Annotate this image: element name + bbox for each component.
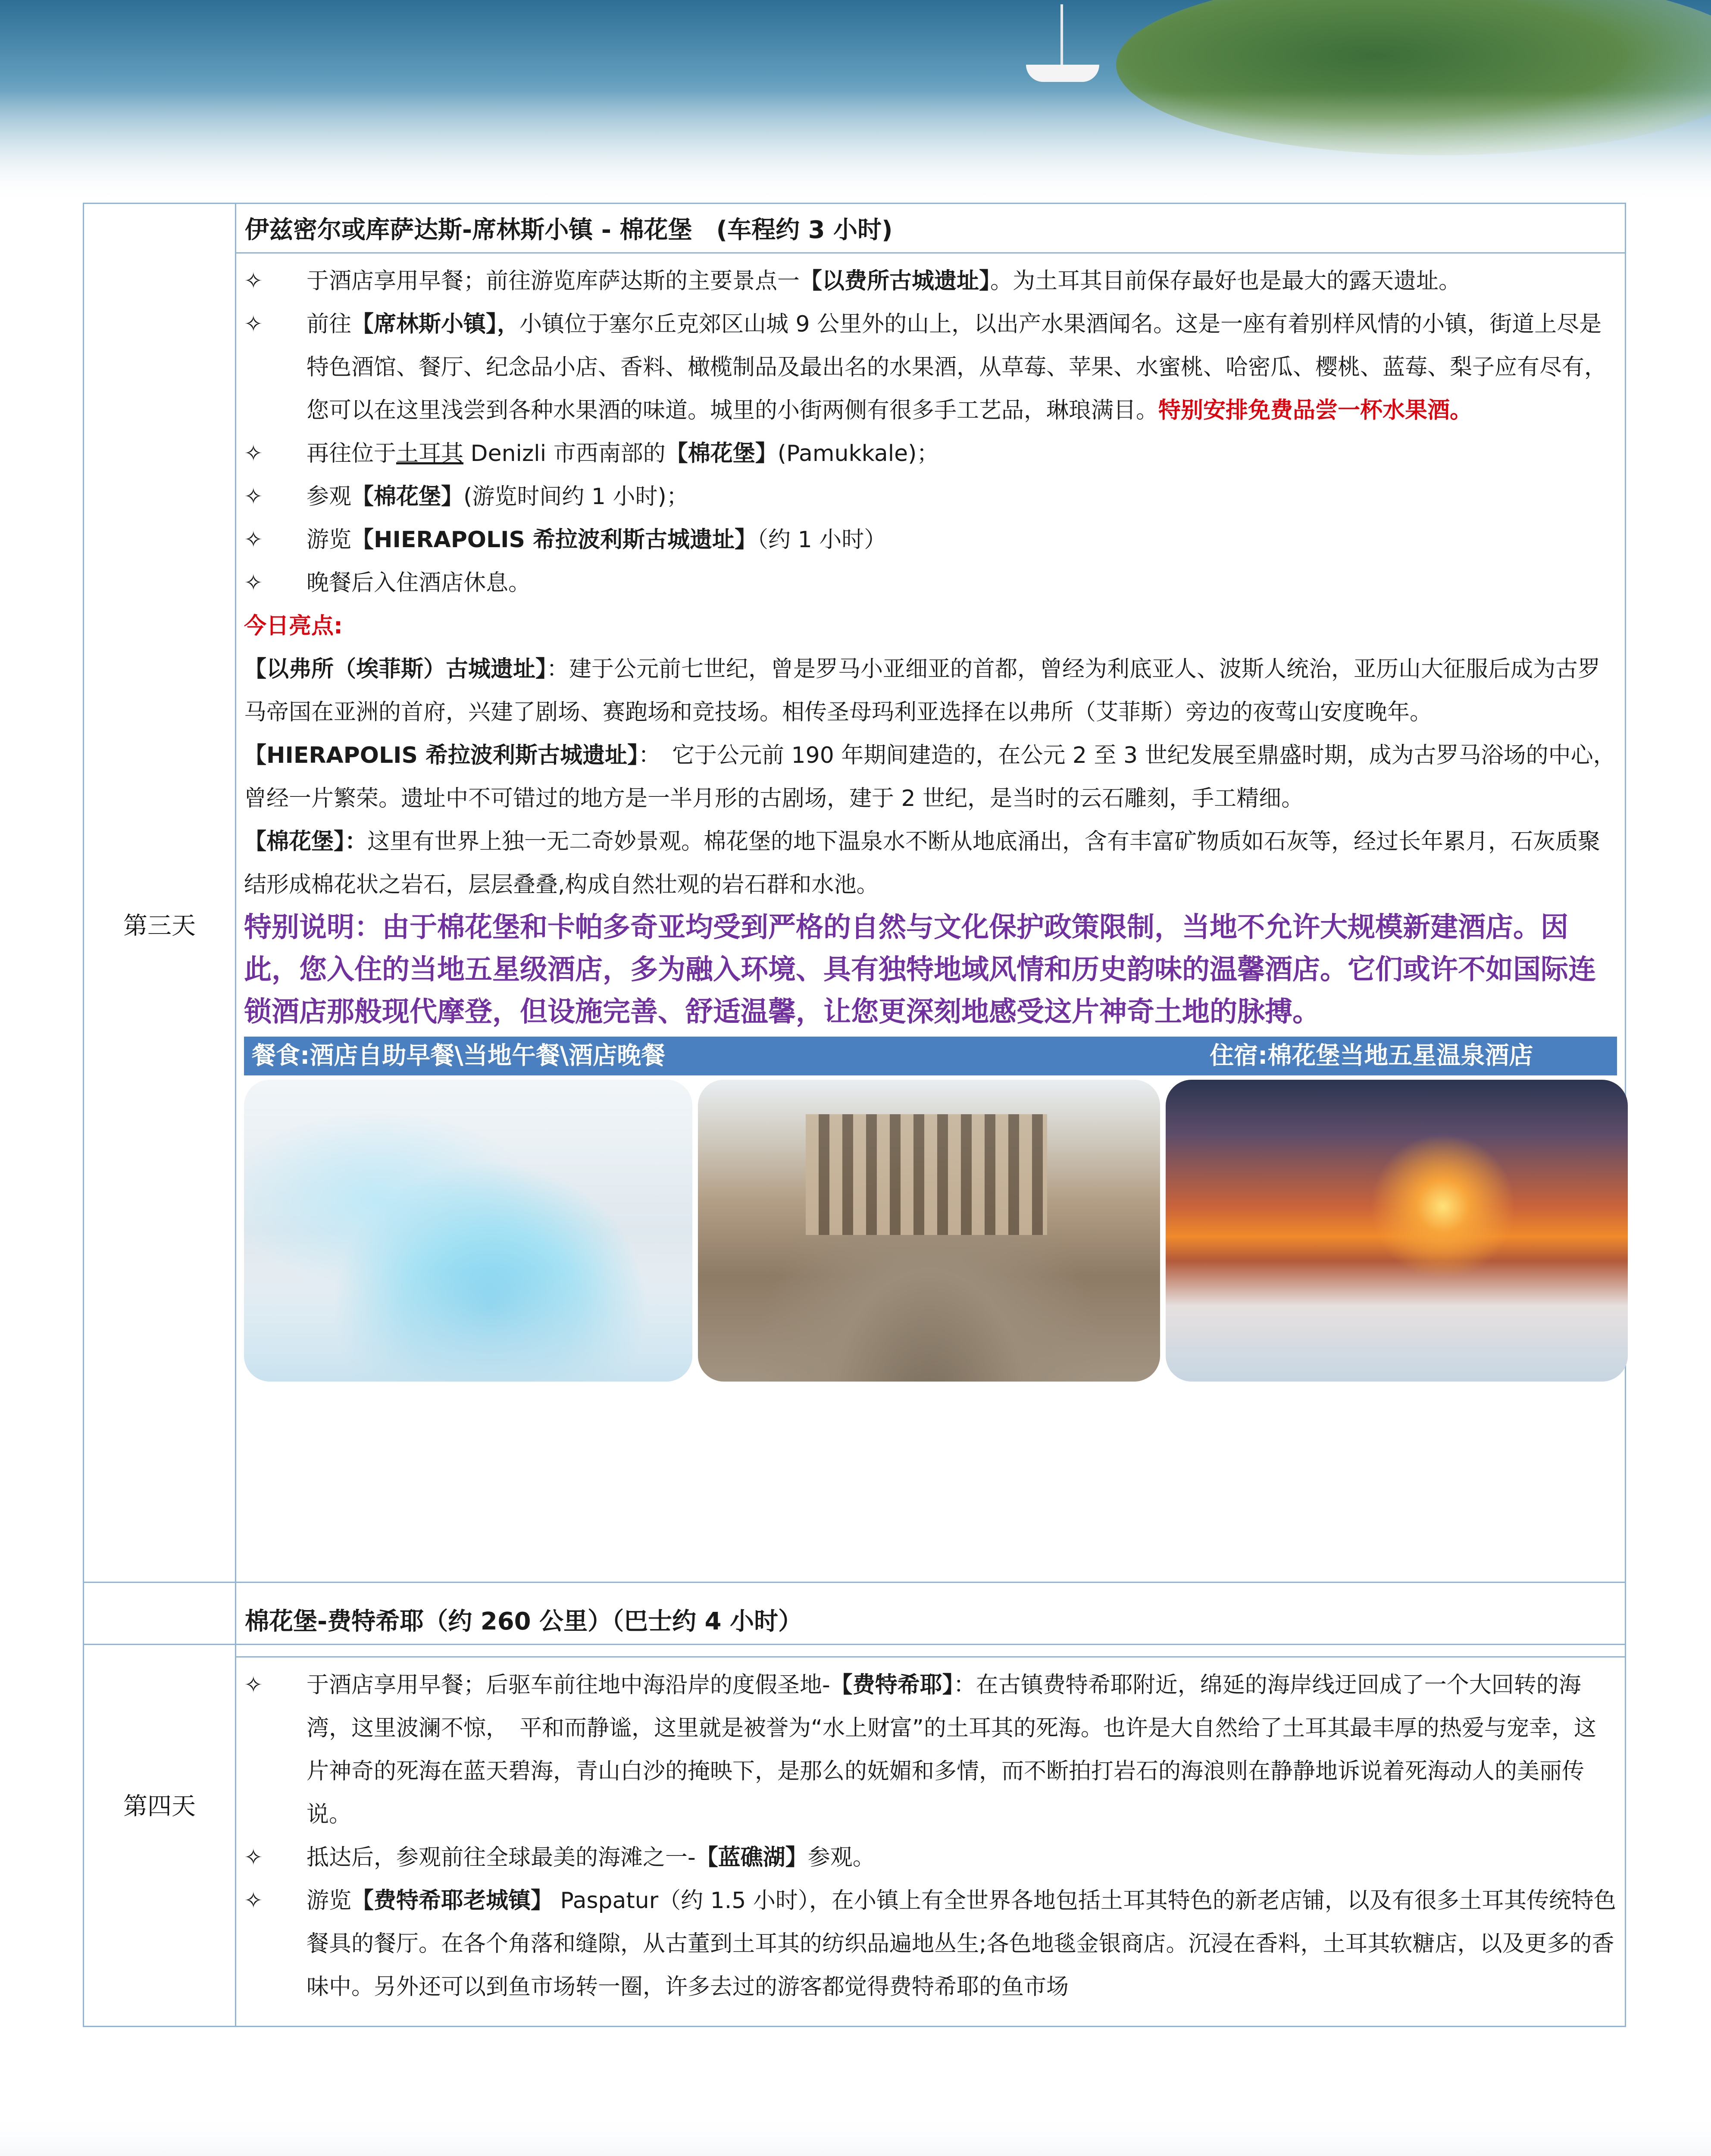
day-label: 第三天 <box>84 204 236 1645</box>
bullet-star-icon: ✧ <box>244 268 263 294</box>
itinerary-day4-table <box>83 1582 1626 2027</box>
list-item: ✧ 再往位于土耳其 Denizli 市西南部的【棉花堡】(Pamukkale)； <box>244 432 1617 475</box>
footer-banner-image <box>0 2113 1711 2156</box>
list-item: ✧ 抵达后，参观前往全球最美的海滩之一-【蓝礁湖】参观。 <box>244 1836 1617 1879</box>
highlight-paragraph: 【HIERAPOLIS 希拉波利斯古城遗址】： 它于公元前 190 年期间建造的，在公元 2 至 3 世纪发展至鼎盛时期，成为古罗马浴场的中心，曾经一片繁荣。遗址中不可错过的地方是一半月形的古剧场，建于 2 世纪，是当时的云石雕刻，手工精细。 <box>244 743 1616 812</box>
bullet-star-icon: ✧ <box>244 1672 263 1698</box>
bullet-star-icon: ✧ <box>244 1888 263 1914</box>
bullet-star-icon: ✧ <box>244 484 263 510</box>
sailboat <box>1026 65 1099 82</box>
meal-hotel-bar <box>244 1037 1617 1075</box>
bullet-star-icon: ✧ <box>244 527 263 553</box>
day-title: 棉花堡-费特希耶（约 260 公里）（巴士约 4 小时） <box>236 1583 1626 1657</box>
highlight-paragraph: 【棉花堡】：这里有世界上独一无二奇妙景观。棉花堡的地下温泉水不断从地底涌出，含有丰富矿物质如石灰等，经过长年累月，石灰质聚结形成棉花状之岩石，层层叠叠,构成自然壮观的岩石群和水池。 <box>244 829 1601 898</box>
hotel-info: 住宿:棉花堡当地五星温泉酒店 <box>1210 1042 1533 1070</box>
meal-info: 餐食:酒店自助早餐\当地午餐\酒店晚餐 <box>252 1042 666 1070</box>
bullet-star-icon: ✧ <box>244 311 263 337</box>
bullet-star-icon: ✧ <box>244 1845 263 1871</box>
itinerary-day3-table <box>83 203 1626 1645</box>
sailboat-mast <box>1060 4 1063 69</box>
bullet-star-icon: ✧ <box>244 441 263 467</box>
list-item: ✧ 晚餐后入住酒店休息。 <box>244 561 1617 605</box>
list-item: ✧ 游览【费特希耶老城镇】 Paspatur（约 1.5 小时），在小镇上有全世界各地包括土耳其特色的新老店铺，以及有很多土耳其传统特色 餐具的餐厅。在各个角落和缝隙，从古董到土耳其的纺织品遍地丛生;各色地毯金银商店。沉浸在香料，土耳其软糖店，以及更多的香 味中。另外还可以到鱼市场转一圈，许多去过的游客都觉得费特希耶的鱼市场 <box>244 1879 1617 2009</box>
highlight-title: 今日亮点: <box>244 613 343 639</box>
bullet-star-icon: ✧ <box>244 570 263 596</box>
list-item: ✧ 前往【席林斯小镇】，小镇位于塞尔丘克郊区山城 9 公里外的山上，以出产水果酒闻名。这是一座有着别样风情的小镇，街道上尽是特色酒馆、餐厅、纪念品小店、香料、橄榄制品及最出名的水果酒，从草莓、苹果、水蜜桃、哈密瓜、樱桃、蓝莓、梨子应有尽有，您可以在这里浅尝到各种水果酒的味道。城里的小街两侧有很多手工艺品，琳琅满目。特别安排免费品尝一杯水果酒。 <box>244 303 1617 432</box>
list-item: ✧ 游览【HIERAPOLIS 希拉波利斯古城遗址】（约 1 小时） <box>244 518 1617 561</box>
day-title: 伊兹密尔或库萨达斯-席林斯小镇 - 棉花堡 (车程约 3 小时) <box>236 204 1626 253</box>
special-note: 特别说明：由于棉花堡和卡帕多奇亚均受到严格的自然与文化保护政策限制，当地不允许大规模新建酒店。因此，您入住的当地五星级酒店，多为融入环境、具有独特地域风情和历史韵味的温馨酒店。它们或许不如国际连锁酒店那般现代摩登，但设施完善、舒适温馨，让您更深刻地感受这片神奇土地的脉搏。 <box>244 912 1596 1028</box>
highlight-paragraph: 【以弗所（埃菲斯）古城遗址】：建于公元前七世纪，曾是罗马小亚细亚的首都，曾经为利底亚人、波斯人统治，亚历山大征服后成为古罗马帝国在亚洲的首府，兴建了剧场、赛跑场和竞技场。相传圣母玛利亚选择在以弗所（艾菲斯）旁边的夜莺山安度晚年。 <box>244 656 1601 725</box>
pamukkale-terraces-photo <box>244 1080 692 1382</box>
sunset-terraces-photo <box>1166 1080 1628 1382</box>
list-item: ✧ 于酒店享用早餐；后驱车前往地中海沿岸的度假圣地-【费特希耶】：在古镇费特希耶附近，绵延的海岸线迂回成了一个大回转的海湾，这里波澜不惊， 平和而静谧，这里就是被誉为“水上财富”的土耳其的死海。也许是大自然给了土耳其最丰厚的热爱与宠幸，这片神奇的死海在蓝天碧海，青山白沙的掩映下，是那么的妩媚和多情，而不断拍打岩石的海浪则在静静地诉说着死海动人的美丽传说。 <box>244 1664 1617 1836</box>
list-item: ✧ 参观【棉花堡】(游览时间约 1 小时)； <box>244 475 1617 518</box>
day-content <box>236 1657 1626 2027</box>
day-label: 第四天 <box>84 1583 236 2027</box>
list-item: ✧ 于酒店享用早餐；前往游览库萨达斯的主要景点一【以费所古城遗址】。为土耳其目前保存最好也是最大的露天遗址。 <box>244 260 1617 303</box>
day-content <box>236 253 1626 1645</box>
photo-strip <box>244 1080 1617 1388</box>
header-banner-image <box>0 0 1711 203</box>
hierapolis-theater-photo <box>698 1080 1160 1382</box>
